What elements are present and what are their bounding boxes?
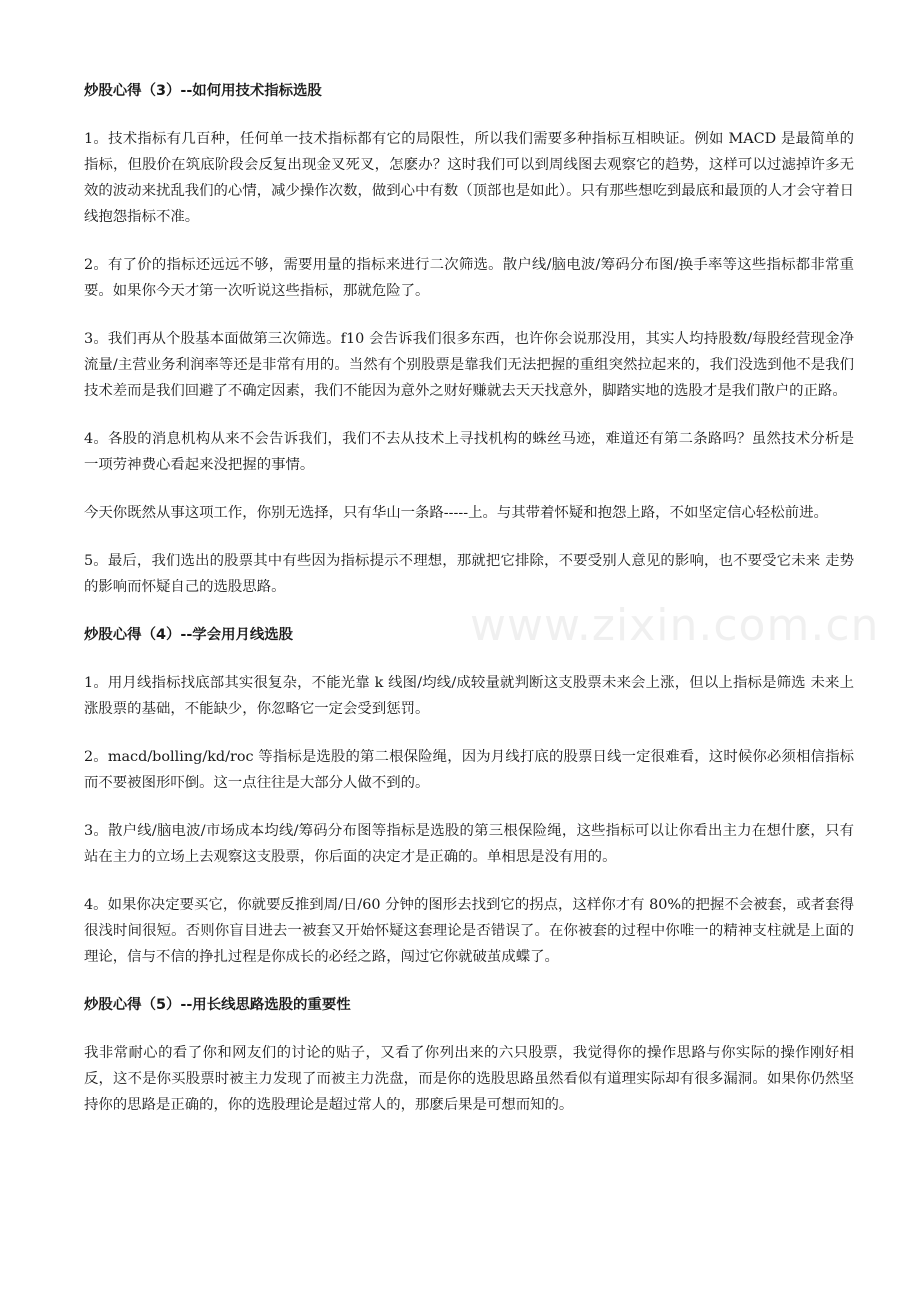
paragraph: 今天你既然从事这项工作，你别无选择，只有华山一条路-----上。与其带着怀疑和抱怨上路，不如坚定信心轻松前进。 <box>84 505 828 521</box>
paragraph: 3。我们再从个股基本面做第三次筛选。f10 会告诉我们很多东西，也许你会说那没用，其实人均持股数/每股经营现金净流量/主营业务利润率等还是非常有用的。当然有个别股票是靠我们无法把握的重组突然拉起来的，我们没选到他不是我们技术差而是我们回避了不确定因素，我们不能因为意外之财好赚就去天天找意外，脚踏实地的选股才是我们散户的正路。 <box>84 331 854 399</box>
paragraph: 1。技术指标有几百种，任何单一技术指标都有它的局限性，所以我们需要多种指标互相映证。例如 MACD 是最简单的指标，但股价在筑底阶段会反复出现金叉死叉，怎麽办？这时我们可以到周线图去观察它的趋势，这样可以过滤掉许多无效的波动来扰乱我们的心情，减少操作次数，做到心中有数（顶部也是如此）。只有那些想吃到最底和最顶的人才会守着日线抱怨指标不准。 <box>84 131 854 225</box>
paragraph: 5。最后，我们选出的股票其中有些因为指标提示不理想，那就把它排除，不要受别人意见的影响，也不要受它未来 走势的影响而怀疑自己的选股思路。 <box>84 553 854 595</box>
paragraph: 2。有了价的指标还远远不够，需要用量的指标来进行二次筛选。散户线/脑电波/筹码分布图/换手率等这些指标都非常重要。如果你今天才第一次听说这些指标，那就危险了。 <box>84 257 854 299</box>
watermark: www.zixin.com.cn <box>470 600 880 651</box>
section-heading-5: 炒股心得（5）--用长线思路选股的重要性 <box>84 997 351 1013</box>
section-heading-3: 炒股心得（3）--如何用技术指标选股 <box>84 83 322 99</box>
paragraph: 1。用月线指标找底部其实很复杂，不能光靠 k 线图/均线/成较量就判断这支股票未来会上涨，但以上指标是筛选 未来上涨股票的基础，不能缺少，你忽略它一定会受到惩罚。 <box>84 675 854 717</box>
paragraph: 我非常耐心的看了你和网友们的讨论的贴子，又看了你列出来的六只股票，我觉得你的操作思路与你实际的操作刚好相反，这不是你买股票时被主力发现了而被主力洗盘，而是你的选股思路虽然看似有道理实际却有很多漏洞。如果你仍然坚持你的思路是正确的，你的选股理论是超过常人的，那麽后果是可想而知的。 <box>84 1045 854 1113</box>
paragraph: 4。如果你决定要买它，你就要反推到周/日/60 分钟的图形去找到它的拐点，这样你才有 80%的把握不会被套，或者套得很浅时间很短。否则你盲目进去一被套又开始怀疑这套理论是否错误了。在你被套的过程中你唯一的精神支柱就是上面的理论，信与不信的挣扎过程是你成长的必经之路，闯过它你就破茧成蝶了。 <box>84 897 854 965</box>
paragraph: 4。各股的消息机构从来不会告诉我们，我们不去从技术上寻找机构的蛛丝马迹，难道还有第二条路吗？虽然技术分析是一项劳神费心看起来没把握的事情。 <box>84 431 854 473</box>
section-heading-4: 炒股心得（4）--学会用月线选股 <box>84 627 294 643</box>
document-body <box>84 78 880 1140</box>
paragraph: 3。散户线/脑电波/市场成本均线/筹码分布图等指标是选股的第三根保险绳，这些指标可以让你看出主力在想什麽，只有站在主力的立场上去观察这支股票，你后面的决定才是正确的。单相思是没有用的。 <box>84 823 854 865</box>
paragraph: 2。macd/bolling/kd/roc 等指标是选股的第二根保险绳，因为月线打底的股票日线一定很难看，这时候你必须相信指标而不要被图形吓倒。这一点往往是大部分人做不到的。 <box>84 749 854 791</box>
